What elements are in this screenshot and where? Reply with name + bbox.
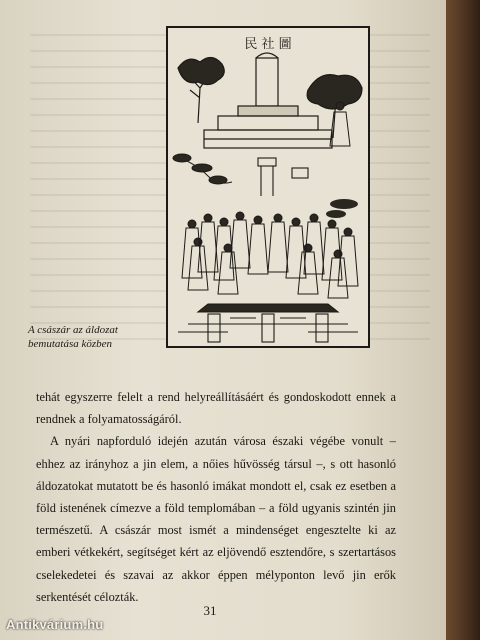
incense-stand [258,158,308,196]
caption-line-2: bemutatása közben [28,338,113,350]
caption-line-1: A császár az áldozat [28,324,118,336]
woodcut-illustration [166,26,370,348]
illustration-title: 民 社 圖 [244,37,292,52]
paragraph-1: tehát egyszerre felelt a rend helyreállításáért és gondoskodott ennek a rendnek a folyamatosságáról. [36,390,396,427]
paragraph-2: A nyári napforduló idején azután városa északi végébe vonult – ehhez az irányhoz a jin elem, a nőies hűvösség társul –, s ott hasonló áldozatokat mutatott be és hasonló imákat mondott el, csak ez esetben a föld istenének címezve a föld templomában – a föld ugyanis szintén jin természetű. A császár most ismét a mindenséget engesztelte ki az emberi vétkekért, segítséget kért az eljövendő esztendőre, s szertartásos cselekedetei és szavai az akkor éppen mélyponton levő jin erők serkentését célozták. [36,434,396,604]
book-cover-edge [446,0,480,640]
body-text [36,386,396,608]
temple-gate [178,304,358,342]
figure-caption [28,323,166,351]
illustration-drawing [168,28,368,346]
left-tree [178,57,224,123]
right-tree [307,75,362,138]
right-pine [326,199,358,218]
pine-branch [173,154,232,184]
crowd-of-officials [182,212,358,298]
watermark: Antikvárium.hu [6,617,104,632]
page-number: 31 [203,603,217,618]
